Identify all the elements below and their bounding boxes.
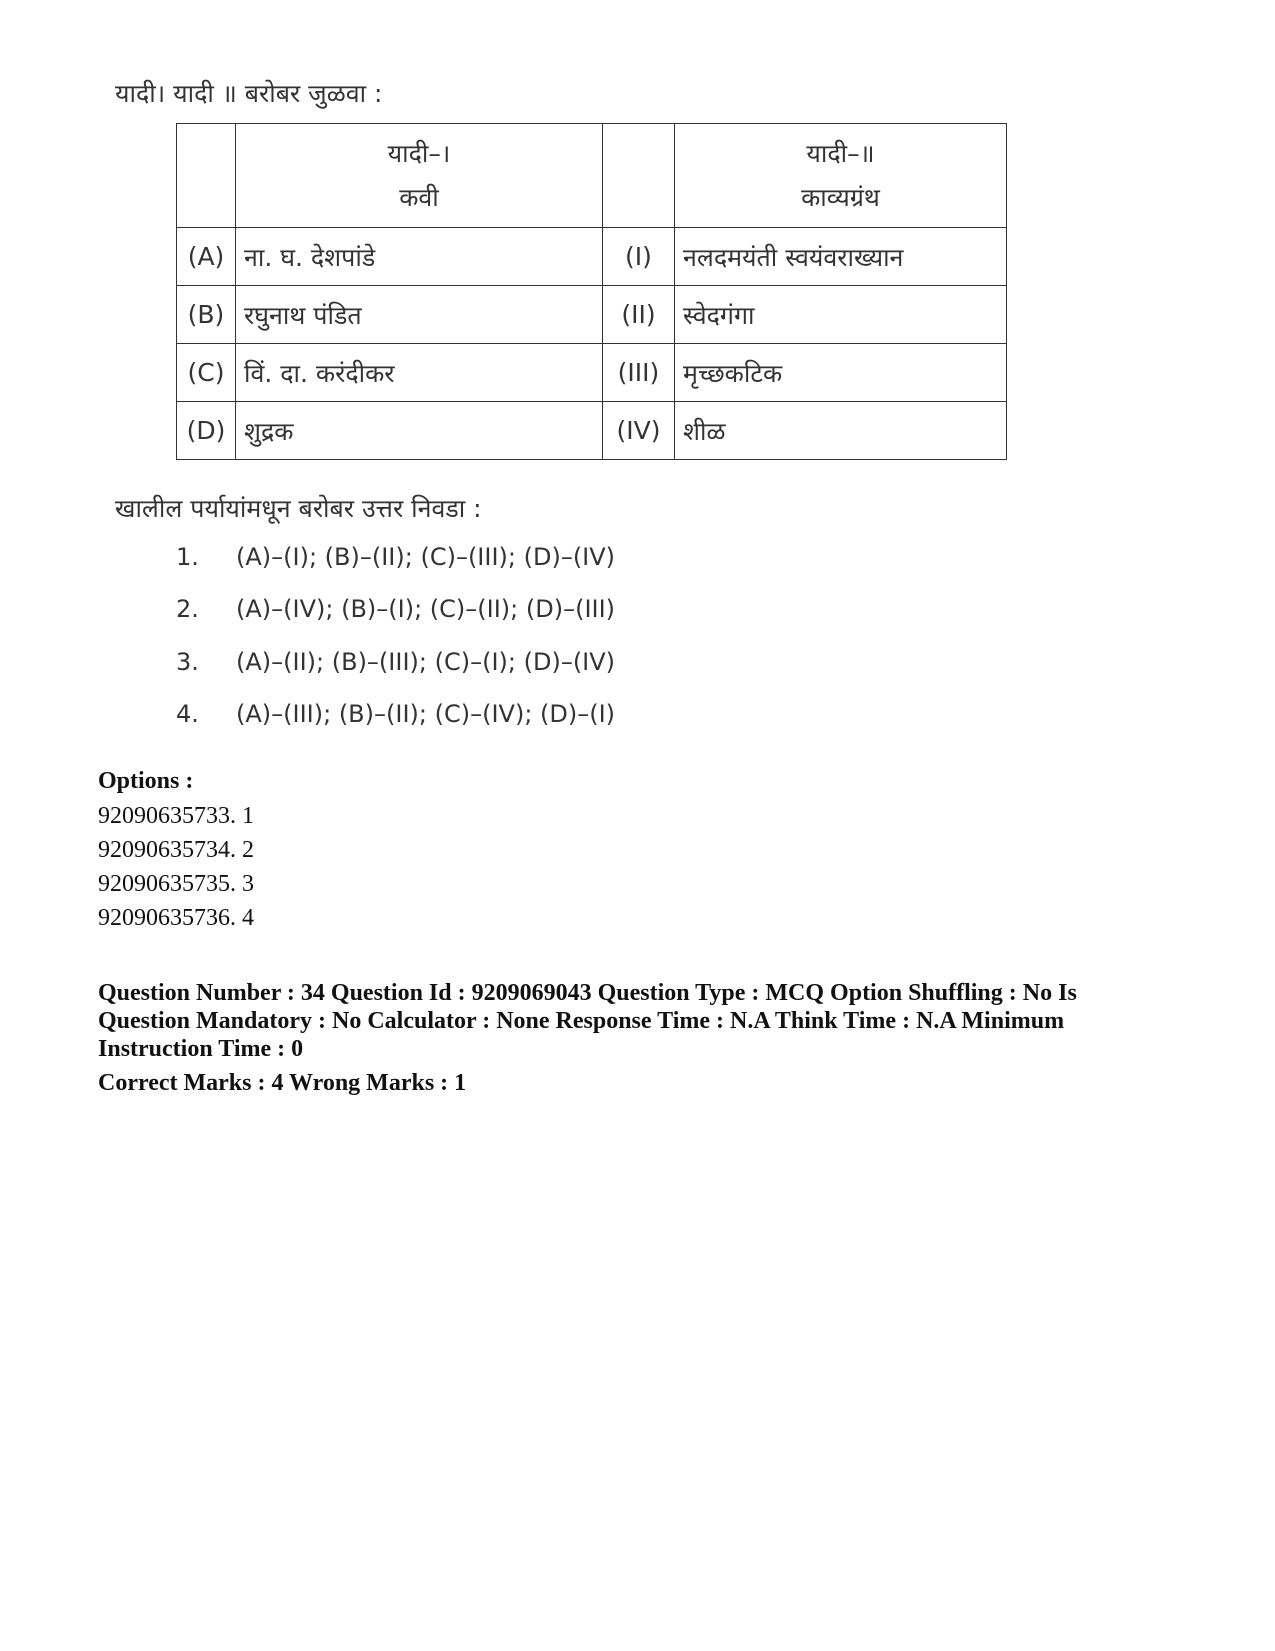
question-instruction: यादी। यादी ॥ बरोबर जुळवा : [115,79,383,108]
option-item: 92090635735. 3 [98,871,254,897]
choice-number: 1. [176,543,199,571]
row-poet: विं. दा. करंदीकर [236,344,603,402]
row-num: (II) [603,286,675,344]
choice-text: (A)–(II); (B)–(III); (C)–(I); (D)–(IV) [236,648,616,676]
choice-item [176,648,615,676]
option-item: 92090635734. 2 [98,837,254,863]
table-row [177,402,1007,460]
option-item: 92090635736. 4 [98,905,254,931]
choice-number: 3. [176,648,199,676]
row-key: (B) [177,286,236,344]
option-item: 92090635733. 1 [98,803,254,829]
list2-header: यादी–॥ [806,138,875,168]
row-poet: ना. घ. देशपांडे [236,228,603,286]
header-empty-cell [603,124,675,228]
row-key: (D) [177,402,236,460]
table-row [177,344,1007,402]
row-num: (IV) [603,402,675,460]
choice-number: 2. [176,595,199,623]
choice-text: (A)–(I); (B)–(II); (C)–(III); (D)–(IV) [236,543,616,571]
choice-number: 4. [176,700,199,728]
row-work: नलदमयंती स्वयंवराख्यान [675,228,1007,286]
question-meta: Question Number : 34 Question Id : 9209069043 Question Type : MCQ Option Shuffling : No Is Question Mandatory : No Calculator : None Response Time : N.A Think Time : N.A Minimum Instruction Time : 0 [98,980,1077,1062]
row-key: (C) [177,344,236,402]
row-work: शीळ [675,402,1007,460]
list1-subheader: कवी [399,182,439,212]
choice-item [176,700,615,728]
header-empty-cell [177,124,236,228]
list2-subheader: काव्यग्रंथ [801,182,880,212]
row-num: (I) [603,228,675,286]
choice-item [176,543,615,571]
row-work: स्वेदगंगा [675,286,1007,344]
list1-header-cell [236,124,603,228]
choose-instruction: खालील पर्यायांमधून बरोबर उत्तर निवडा : [115,494,482,523]
table-row [177,228,1007,286]
table-row [177,286,1007,344]
row-work: मृच्छकटिक [675,344,1007,402]
row-poet: शुद्रक [236,402,603,460]
match-table [176,123,1007,460]
table-header-row [177,124,1007,228]
row-num: (III) [603,344,675,402]
question-marks: Correct Marks : 4 Wrong Marks : 1 [98,1070,467,1096]
list1-header: यादी–। [387,138,451,168]
row-key: (A) [177,228,236,286]
choice-text: (A)–(IV); (B)–(I); (C)–(II); (D)–(III) [236,595,616,623]
options-label: Options : [98,768,194,794]
choice-item [176,595,615,623]
row-poet: रघुनाथ पंडित [236,286,603,344]
choice-text: (A)–(III); (B)–(II); (C)–(IV); (D)–(I) [236,700,616,728]
list2-header-cell [675,124,1007,228]
